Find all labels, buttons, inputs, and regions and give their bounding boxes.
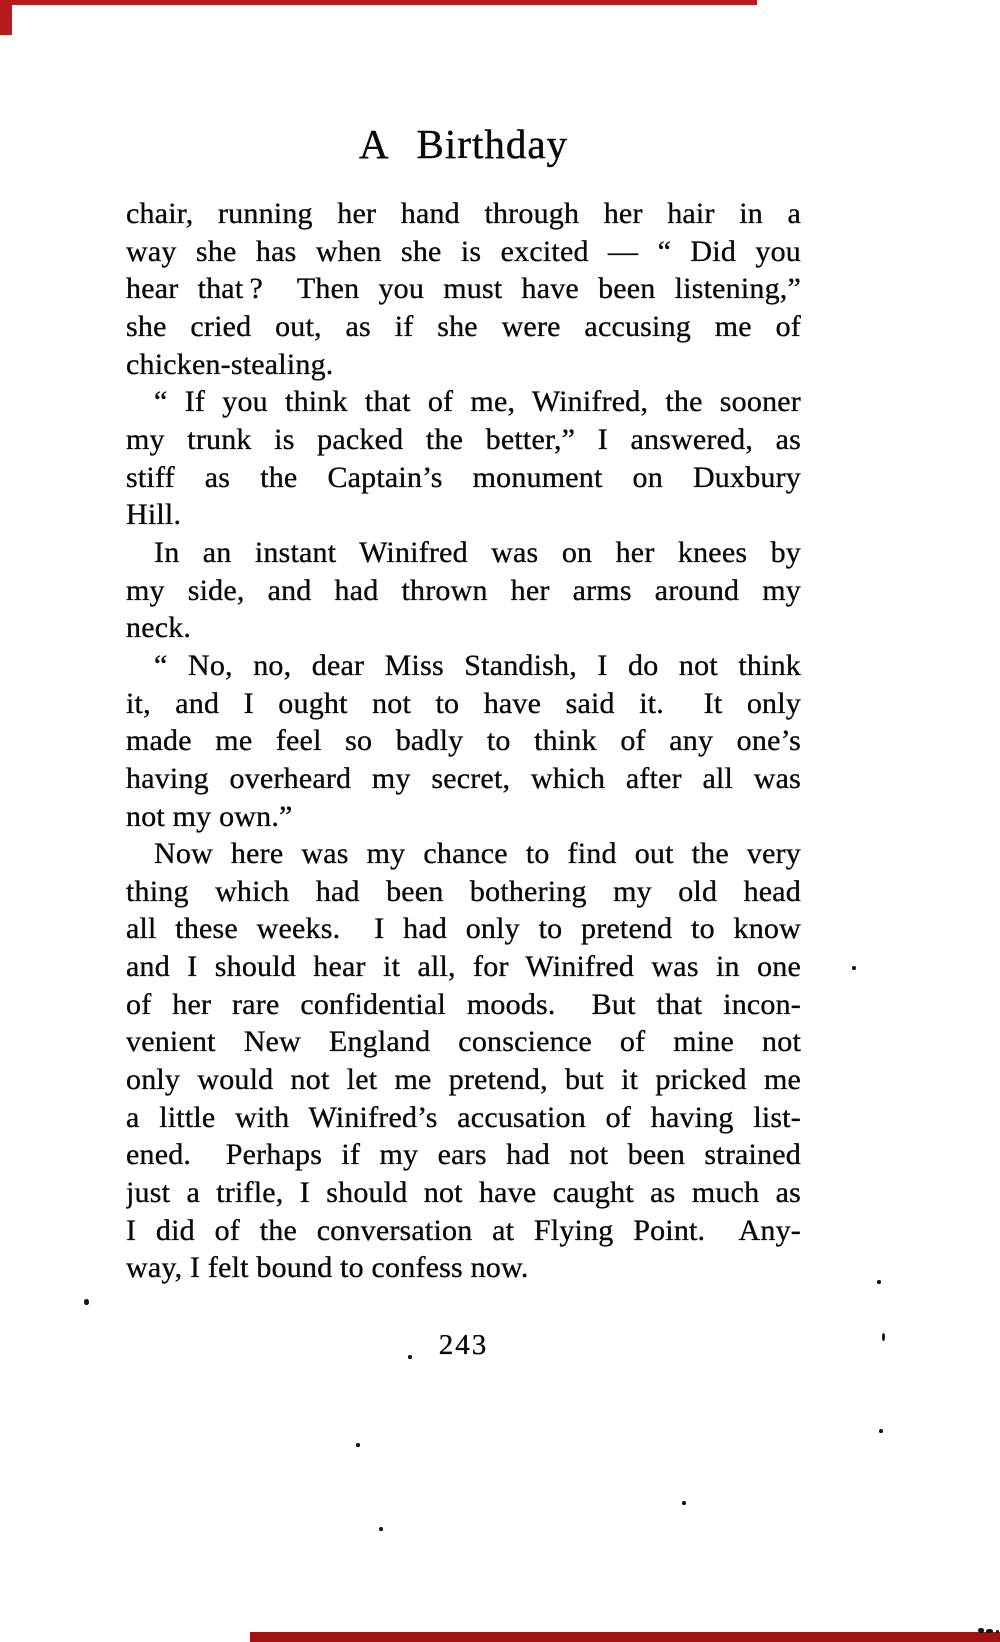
scan-speck <box>84 1299 89 1305</box>
text-line: all these weeks. I had only to pretend to know <box>126 912 801 946</box>
text-line: my trunk is packed the better,” I answered, as <box>126 422 801 456</box>
text-line: of her rare confidential moods. But that incon- <box>126 987 801 1021</box>
text-line: not my own.” <box>126 799 293 833</box>
text-line: my side, and had thrown her arms around my <box>126 573 801 607</box>
scan-speck <box>879 1429 883 1433</box>
scan-red-corner-mark <box>0 0 12 35</box>
text-line: neck. <box>126 611 192 645</box>
text-line: way, I felt bound to confess now. <box>126 1251 529 1285</box>
scan-red-bottom-edge-band <box>250 1632 1000 1642</box>
text-line: “ If you think that of me, Winifred, the sooner <box>154 385 801 419</box>
scan-speck <box>996 1630 999 1633</box>
scan-speck <box>978 1628 984 1633</box>
scan-speck <box>356 1443 360 1447</box>
text-line: I did of the conversation at Flying Point. Any- <box>126 1213 801 1247</box>
text-line: it, and I ought not to have said it. It only <box>126 686 801 720</box>
scan-speck <box>379 1527 383 1531</box>
scan-speck <box>408 1355 412 1359</box>
text-line: ened. Perhaps if my ears had not been strained <box>126 1138 801 1172</box>
text-line: In an instant Winifred was on her knees by <box>154 535 801 569</box>
text-line: just a trifle, I should not have caught as much as <box>126 1176 801 1210</box>
text-line: made me feel so badly to think of any one’s <box>126 724 801 758</box>
text-line: she cried out, as if she were accusing me of <box>126 309 801 343</box>
text-line: Hill. <box>126 498 182 532</box>
text-line: chair, running her hand through her hair in a <box>126 197 801 230</box>
scan-speck <box>986 1629 993 1633</box>
scan-red-top-edge-line <box>0 0 757 5</box>
text-line: way she has when she is excited — “ Did you <box>126 234 801 268</box>
text-line: venient New England conscience of mine not <box>126 1025 801 1059</box>
text-line: stiff as the Captain’s monument on Duxbury <box>126 460 801 494</box>
text-line: and I should hear it all, for Winifred was in one <box>126 950 801 984</box>
page-title: A Birthday <box>358 121 569 167</box>
text-line: having overheard my secret, which after all was <box>126 761 801 795</box>
text-line: thing which had been bothering my old head <box>126 874 801 908</box>
scan-speck <box>682 1501 686 1505</box>
text-line: chicken-stealing. <box>126 347 334 381</box>
text-line: only would not let me pretend, but it pricked me <box>126 1063 801 1097</box>
text-line: a little with Winifred’s accusation of having list- <box>126 1100 801 1134</box>
scan-speck <box>882 1333 885 1341</box>
scan-speck <box>852 966 856 970</box>
scan-speck <box>877 1280 881 1284</box>
text-line: hear that ? Then you must have been listening,” <box>126 272 801 306</box>
text-line: Now here was my chance to find out the very <box>154 837 801 871</box>
text-line: “ No, no, dear Miss Standish, I do not think <box>154 648 801 682</box>
text-lines <box>126 195 801 1287</box>
page-number: 243 <box>438 1329 489 1361</box>
